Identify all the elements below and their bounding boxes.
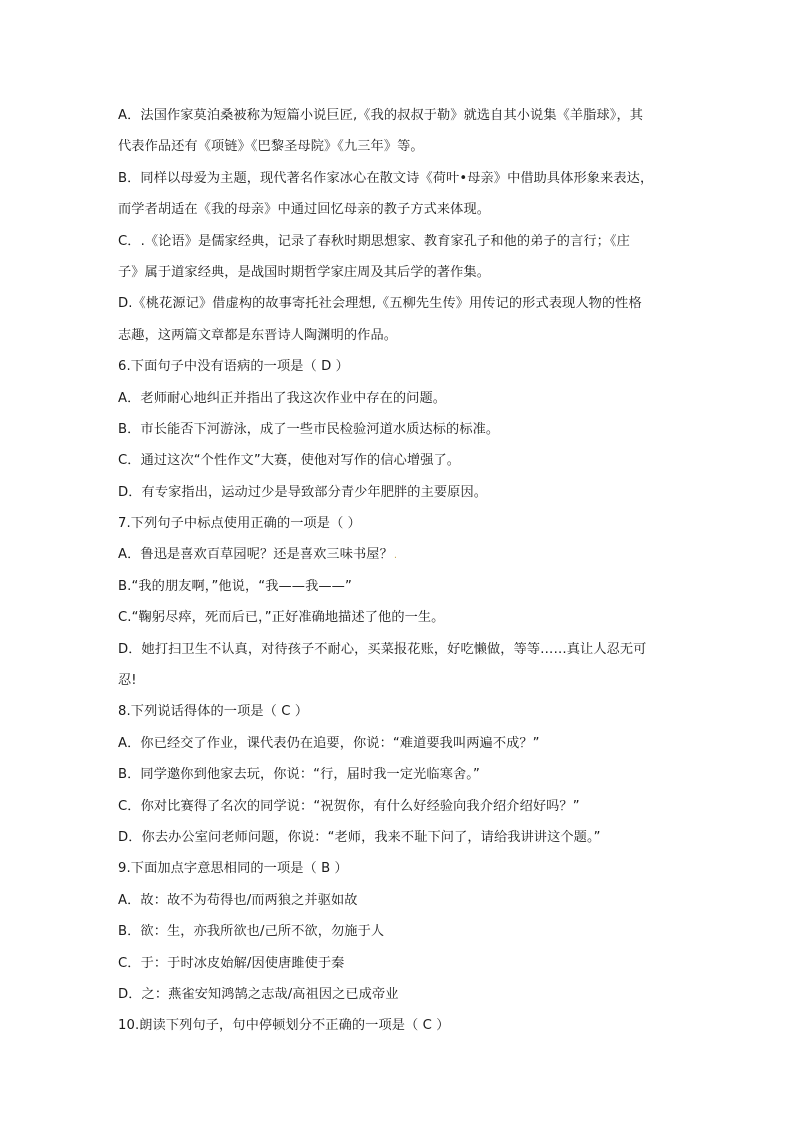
option-7b: B.“我的朋友啊，”他说，“我——我——” xyxy=(118,578,352,594)
question-8: 8.下列说话得体的一项是（ C ） xyxy=(118,704,309,720)
question-6: 6.下面句子中没有语病的一项是（ D ） xyxy=(118,359,349,375)
option-6a: A．老师耐心地纠正并指出了我这次作业中存在的问题。 xyxy=(118,390,447,406)
option-7d-line-2: 忍! xyxy=(118,673,137,689)
option-8d: D．你去办公室问老师问题，你说：“老师，我来不耻下问了，请给我讲讲这个题。” xyxy=(118,829,601,845)
option-5b-line-2: 而学者胡适在《我的母亲》中通过回忆母亲的教子方式来体现。 xyxy=(118,202,491,218)
option-7a-wrap xyxy=(118,539,678,570)
option-7a: A．鲁迅是喜欢百草园呢？还是喜欢三味书屋？ xyxy=(118,547,393,563)
question-7: 7.下列句子中标点使用正确的一项是（ ） xyxy=(118,516,361,532)
option-5d-line-2: 志趣，这两篇文章都是东晋诗人陶渊明的作品。 xyxy=(118,327,398,343)
option-9c: C．于：于时冰皮始解/因使唐雎使于秦 xyxy=(118,955,345,971)
option-5c-line-1: C．.《论语》是儒家经典，记录了春秋时期思想家、教育家孔子和他的弟子的言行；《庄 xyxy=(118,233,630,249)
option-6d: D．有专家指出，运动过少是导致部分青少年肥胖的主要原因。 xyxy=(118,484,488,500)
stray-mark: . xyxy=(393,550,398,562)
option-5b-line-1: B．同样以母爱为主题，现代著名作家冰心在散文诗《荷叶•母亲》中借助具体形象来表达， xyxy=(118,170,654,186)
option-5d-line-1: D.《桃花源记》借虚构的故事寄托社会理想,《五柳先生传》用传记的形式表现人物的性格 xyxy=(118,296,642,312)
document-page xyxy=(118,100,678,1042)
option-8c: C．你对比赛得了名次的同学说：“祝贺你，有什么好经验向我介绍介绍好吗？” xyxy=(118,798,580,814)
option-6b: B．市长能否下河游泳，成了一些市民检验河道水质达标的标准。 xyxy=(118,421,500,437)
option-8b: B．同学邀你到他家去玩，你说：“行，届时我一定光临寒舍。” xyxy=(118,767,480,783)
option-8a: A．你已经交了作业，课代表仍在追要，你说：“难道要我叫两遍不成？” xyxy=(118,735,540,751)
question-10: 10.朗读下列句子，句中停顿划分不正确的一项是（ C ） xyxy=(118,1018,450,1034)
option-5a-line-1: A．法国作家莫泊桑被称为短篇小说巨匠,《我的叔叔于勒》就选自其小说集《羊脂球》，其 xyxy=(118,108,644,123)
question-9: 9.下面加点字意思相同的一项是（ B ） xyxy=(118,861,348,877)
option-9a: A．故：故不为苟得也/而两狼之并驱如故 xyxy=(118,892,358,908)
option-7d-line-1: D．她打扫卫生不认真，对待孩子不耐心，买菜报花账，好吃懒做，等等……真让人忍无可 xyxy=(118,641,647,657)
option-7c: C.“鞠躬尽瘁，死而后已，”正好准确地描述了他的一生。 xyxy=(118,610,445,626)
option-9d: D．之：燕雀安知鸿鹄之志哉/高祖因之已成帝业 xyxy=(118,986,399,1002)
option-6c: C．通过这次“个性作文”大赛，使他对写作的信心增强了。 xyxy=(118,453,461,469)
option-5c-line-2: 子》属于道家经典，是战国时期哲学家庄周及其后学的著作集。 xyxy=(118,264,491,280)
option-9b: B．欲：生，亦我所欲也/己所不欲，勿施于人 xyxy=(118,924,385,940)
option-5a-line-2: 代表作品还有《项链》《巴黎圣母院》《九三年》等。 xyxy=(118,139,424,155)
